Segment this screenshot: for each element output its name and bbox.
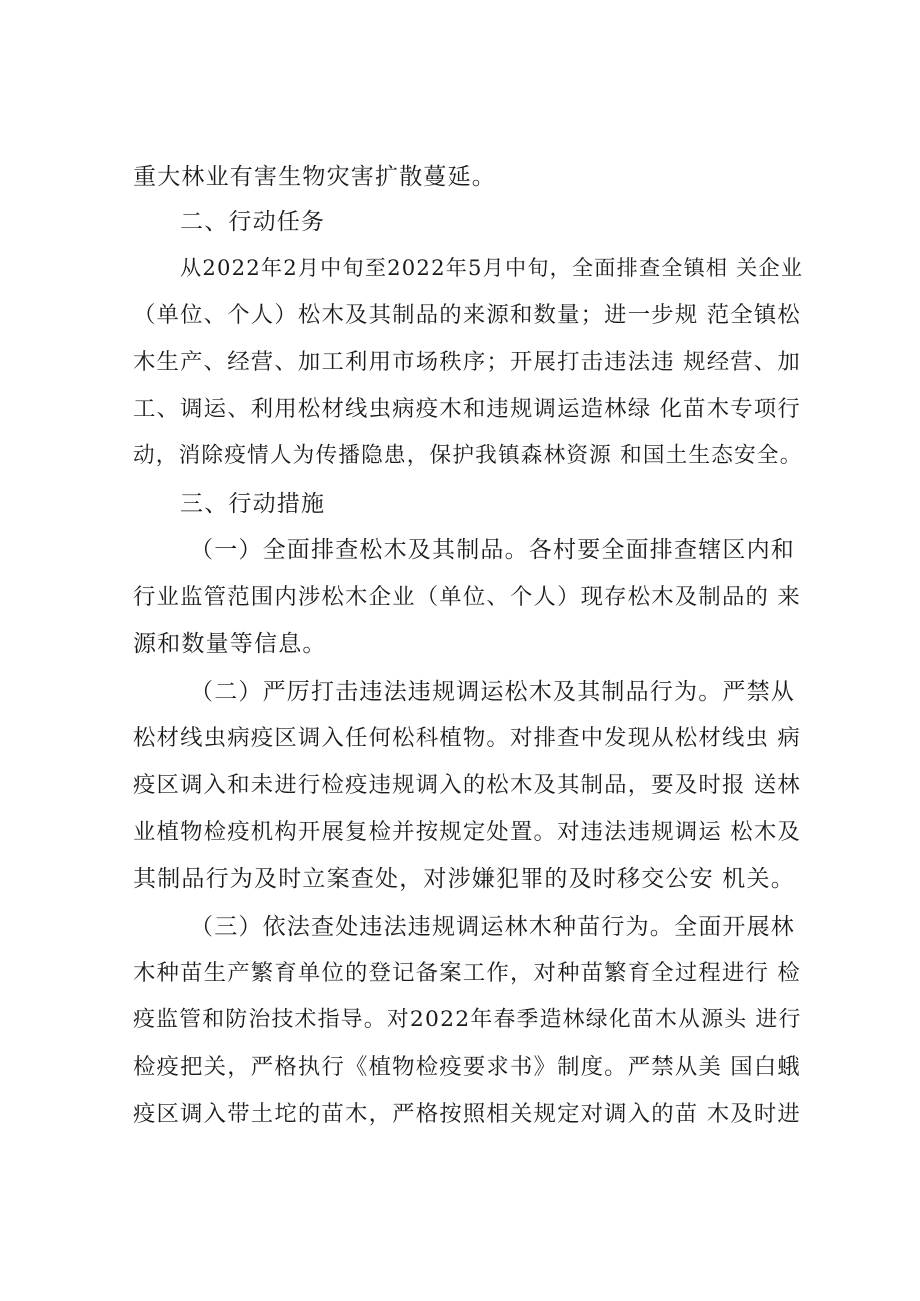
paragraph-line: （二）严厉打击违法违规调运松木及其制品行为。严禁从 [190,679,795,705]
paragraph-line: 松材线虫病疫区调入任何松科植物。对排查中发现从松材线虫 病 [133,725,801,751]
paragraph-line: （三）依法查处违法违规调运林木种苗行为。全面开展林 [190,914,795,940]
section-heading: 二、行动任务 [180,209,326,235]
paragraph-line: 重大林业有害生物灾害扩散蔓延。 [133,164,496,190]
paragraph-line: 其制品行为及时立案查处，对涉嫌犯罪的及时移交公安 机关。 [133,866,795,892]
paragraph-line: 从2022年2月中旬至2022年5月中旬，全面排查全镇相 关企业 [180,255,804,280]
paragraph-line: 疫监管和防治技术指导。对2022年春季造林绿化苗木从源头 进行 [133,1007,802,1032]
paragraph-line: 木生产、经营、加工利用市场秩序；开展打击违法违 规经营、加 [133,349,801,375]
paragraph-line: 疫区调入带土坨的苗木，严格按照相关规定对调入的苗 木及时进 [133,1101,801,1127]
paragraph-line: 疫区调入和未进行检疫违规调入的松木及其制品，要及时报 送林 [133,772,801,798]
paragraph-line: （单位、个人）松木及其制品的来源和数量；进一步规 范全镇松 [133,302,801,328]
paragraph-line: 源和数量等信息。 [133,631,327,657]
paragraph-line: 行业监管范围内涉松木企业（单位、个人）现存松木及制品的 来 [133,584,801,610]
paragraph-line: 业植物检疫机构开展复检并按规定处置。对违法违规调运 松木及 [133,819,801,845]
paragraph-line: 检疫把关，严格执行《植物检疫要求书》制度。严禁从美 国白蛾 [133,1054,801,1080]
paragraph-line: 工、调运、利用松材线虫病疫木和违规调运造林绿 化苗木专项行 [133,396,801,422]
section-heading: 三、行动措施 [180,491,326,517]
paragraph-line: 动，消除疫情人为传播隐患，保护我镇森林资源 和国土生态安全。 [133,443,803,468]
paragraph-line: 木种苗生产繁育单位的登记备案工作，对种苗繁育全过程进行 检 [133,960,801,986]
paragraph-line: （一）全面排查松木及其制品。各村要全面排查辖区内和 [190,537,795,563]
